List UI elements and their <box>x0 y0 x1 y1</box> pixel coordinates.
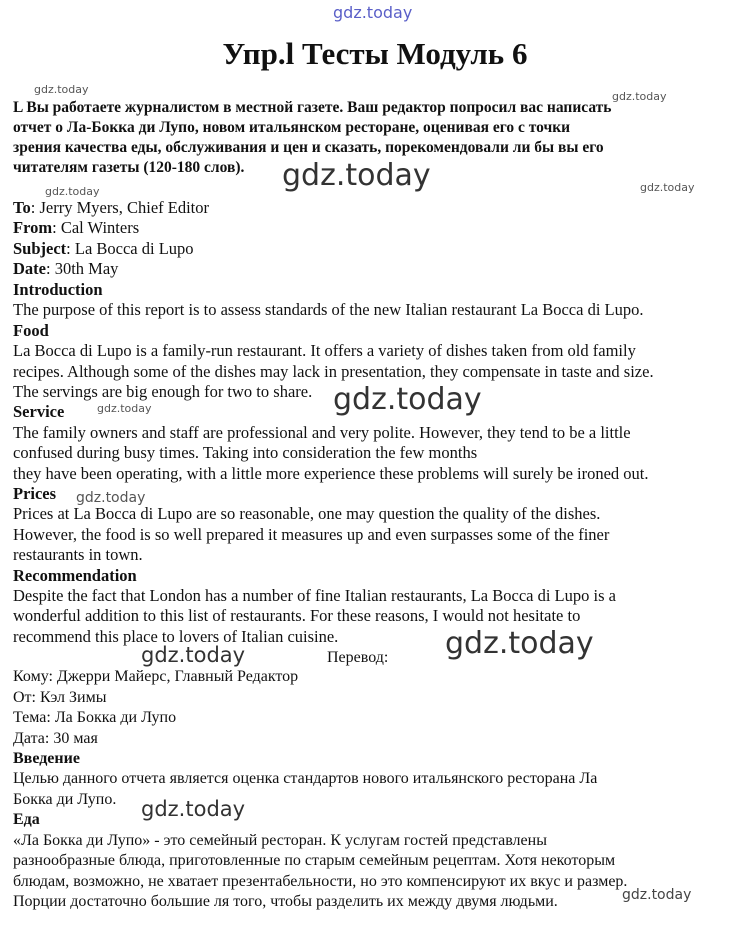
translation-date: Дата: 30 мая <box>13 730 98 747</box>
task-line: читателям газеты (120-180 слов). <box>13 159 245 176</box>
watermark: gdz.today <box>45 185 100 198</box>
recommendation-text: Despite the fact that London has a number of fine Italian restaurants, La Bocca di Lupo is a <box>13 586 616 605</box>
translation-food-text: Порции достаточно большие ля того, чтобы разделить их между двумя людьми. <box>13 893 558 910</box>
date-label: Date <box>13 259 46 278</box>
task-line: отчет о Ла-Бокка ди Лупо, новом итальянском ресторане, оценивая его с точки <box>13 119 571 136</box>
report-to <box>13 198 209 218</box>
watermark: gdz.today <box>141 643 246 667</box>
task-line: L Вы работаете журналистом в местной газете. Ваш редактор попросил вас написать <box>13 99 612 116</box>
introduction-text: The purpose of this report is to assess standards of the new Italian restaurant La Bocca di Lupo. <box>13 300 644 319</box>
task-description <box>13 98 713 178</box>
food-text: La Bocca di Lupo is a family-run restaurant. It offers a variety of dishes taken from old family <box>13 341 636 360</box>
watermark: gdz.today <box>612 90 667 103</box>
translation-subject: Тема: Ла Бокка ди Лупо <box>13 709 177 726</box>
to-label: To <box>13 198 31 217</box>
translation-intro-heading: Введение <box>13 750 80 767</box>
translation-food-text: блюдам, возможно, не хватает презентабельности, но это компенсируют их вкус и размер. <box>13 873 628 890</box>
service-text: confused during busy times. Taking into consideration the few months <box>13 443 478 462</box>
translation-food-heading: Еда <box>13 811 40 828</box>
date-value: : 30th May <box>45 259 119 278</box>
prices-text: Prices at La Bocca di Lupo are so reasonable, one may question the quality of the dishes. <box>13 504 601 523</box>
prices-heading: Prices <box>13 484 57 503</box>
translation-food-text: разнообразные блюда, приготовленные по старым семейным рецептам. Хотя некоторым <box>13 852 616 869</box>
service-heading: Service <box>13 402 65 421</box>
report-subject <box>13 239 194 259</box>
watermark: gdz.today <box>640 181 695 194</box>
watermark: gdz.today <box>622 887 692 903</box>
translation-from: От: Кэл Зимы <box>13 689 107 706</box>
food-text: The servings are big enough for two to share. <box>13 382 313 401</box>
prices-text: However, the food is so well prepared it measures up and even surpasses some of the finer <box>13 525 610 544</box>
task-line: зрения качества еды, обслуживания и цен и сказать, порекомендовали ли бы вы его <box>13 139 604 156</box>
translation-intro-text: Бокка ди Лупо. <box>13 791 117 808</box>
food-text: recipes. Although some of the dishes may lack in presentation, they compensate in taste and size. <box>13 362 654 381</box>
report-from <box>13 218 139 238</box>
translation-food-text: «Ла Бокка ди Лупо» - это семейный ресторан. К услугам гостей представлены <box>13 832 547 849</box>
to-value: : Jerry Myers, Chief Editor <box>30 198 210 217</box>
subject-value: : La Bocca di Lupo <box>66 239 194 258</box>
watermark: gdz.today <box>76 490 146 506</box>
watermark-large: gdz.today <box>333 382 482 417</box>
watermark: gdz.today <box>97 402 152 415</box>
watermark-top: gdz.today <box>333 3 413 22</box>
watermark: gdz.today <box>141 797 246 821</box>
service-text: they have been operating, with a little more experience these problems will surely be ironed out. <box>13 464 649 483</box>
watermark-large: gdz.today <box>282 158 431 193</box>
report-date <box>13 259 118 279</box>
translation-label: Перевод: <box>327 649 389 666</box>
page-title: Упр.l Тесты Модуль 6 <box>222 36 528 71</box>
recommendation-text: recommend this place to lovers of Italian cuisine. <box>13 627 339 646</box>
translation-intro-text: Целью данного отчета является оценка стандартов нового итальянского ресторана Ла <box>13 770 598 787</box>
prices-text: restaurants in town. <box>13 545 143 564</box>
from-label: From <box>13 218 53 237</box>
watermark-large: gdz.today <box>445 626 594 661</box>
food-heading: Food <box>13 321 49 340</box>
recommendation-text: wonderful addition to this list of restaurants. For these reasons, I would not hesitate to <box>13 606 581 625</box>
watermark: gdz.today <box>34 83 89 96</box>
recommendation-heading: Recommendation <box>13 566 137 585</box>
subject-label: Subject <box>13 239 67 258</box>
translation-to: Кому: Джерри Майерс, Главный Редактор <box>13 668 299 685</box>
introduction-heading: Introduction <box>13 280 103 299</box>
service-text: The family owners and staff are professional and very polite. However, they tend to be a little <box>13 423 631 442</box>
from-value: : Cal Winters <box>52 218 140 237</box>
